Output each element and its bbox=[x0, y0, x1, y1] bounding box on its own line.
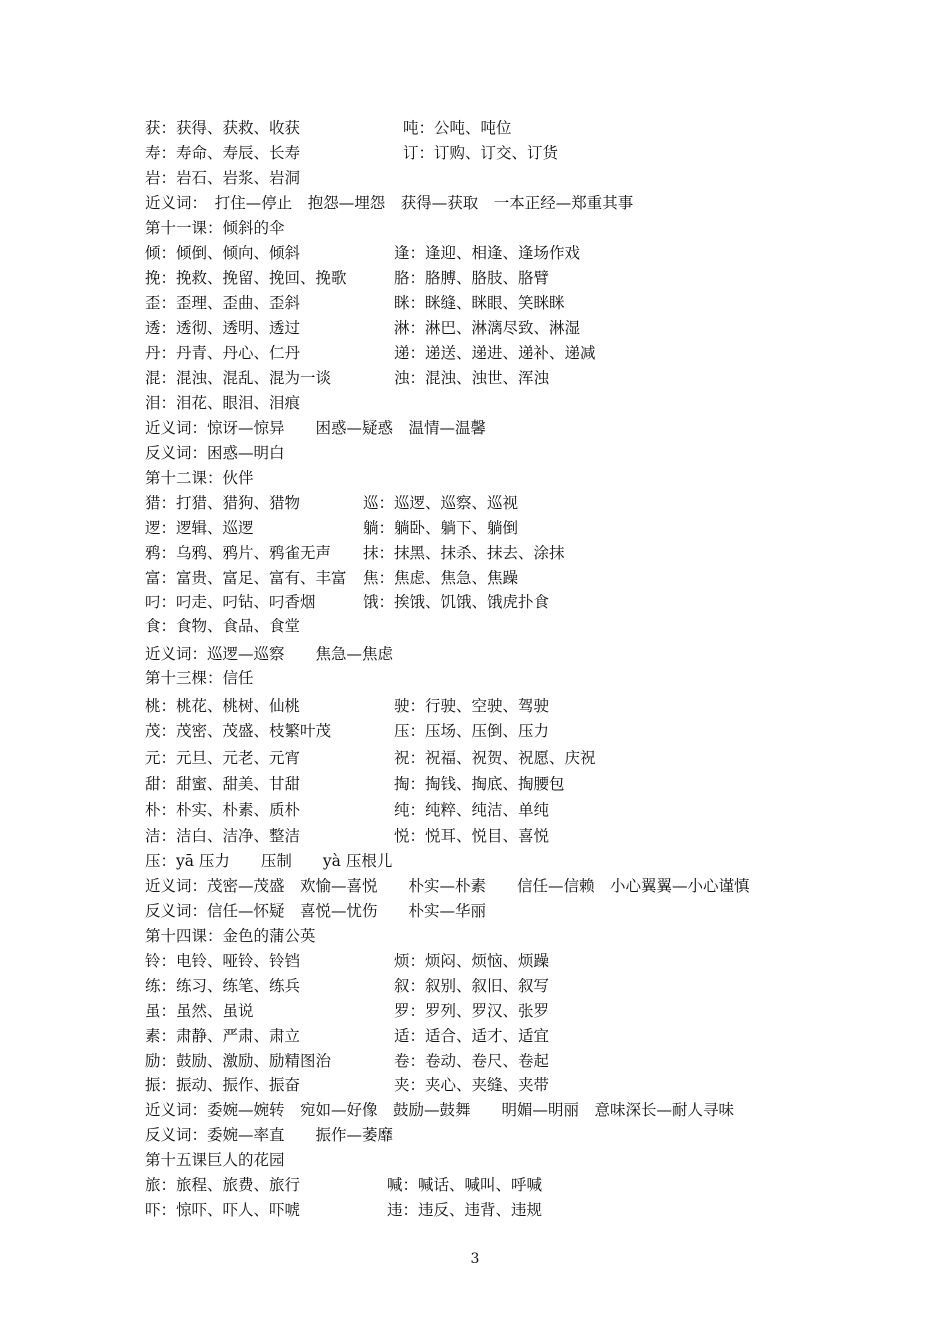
line-right-text: 订：订购、订交、订货 bbox=[403, 144, 559, 162]
line-right-text: 眯：眯缝、眯眼、笑眯眯 bbox=[394, 294, 565, 312]
line-left-text: 近义词： 打住—停止 抱怨—埋怨 获得—获取 一本正经—郑重其事 bbox=[145, 194, 634, 212]
line-left-text: 叼：叼走、叼钻、叼香烟 bbox=[145, 593, 316, 611]
line-left-text: 鸦：乌鸦、鸦片、鸦雀无声 bbox=[145, 544, 332, 562]
line-left-text: 茂：茂密、茂盛、枝繁叶茂 bbox=[145, 722, 332, 740]
line-right-text: 夹：夹心、夹缝、夹带 bbox=[394, 1076, 550, 1094]
line-right-text: 胳：胳膊、胳肢、胳臂 bbox=[394, 269, 550, 287]
line-left-text: 歪：歪理、歪曲、歪斜 bbox=[145, 294, 301, 312]
line-left-text: 透：透彻、透明、透过 bbox=[145, 319, 301, 337]
line-left-text: 反义词：困惑—明白 bbox=[145, 444, 285, 462]
line-left-text: 丹：丹青、丹心、仁丹 bbox=[145, 344, 301, 362]
line-left-text: 第十二课：伙伴 bbox=[145, 469, 254, 487]
line-left-text: 混：混浊、混乱、混为一谈 bbox=[145, 369, 332, 387]
line-right-text: 逢：逢迎、相逢、逢场作戏 bbox=[394, 244, 581, 262]
line-left-text: 挽：挽救、挽留、挽回、挽歌 bbox=[145, 269, 347, 287]
line-left-text: 洁：洁白、洁净、整洁 bbox=[145, 827, 301, 845]
line-left-text: 第十一课：倾斜的伞 bbox=[145, 219, 285, 237]
line-left-text: 逻：逻辑、巡逻 bbox=[145, 519, 254, 537]
line-right-text: 叙：叙别、叙旧、叙写 bbox=[394, 977, 550, 995]
line-left-text: 铃：电铃、哑铃、铃铛 bbox=[145, 952, 301, 970]
line-right-text: 递：递送、递进、递补、递减 bbox=[394, 344, 596, 362]
line-left-text: 旅：旅程、旅费、旅行 bbox=[145, 1176, 301, 1194]
line-left-text: 吓：惊吓、吓人、吓唬 bbox=[145, 1201, 301, 1219]
line-left-text: 食：食物、食品、食堂 bbox=[145, 617, 301, 635]
line-right-text: 适：适合、适才、适宜 bbox=[394, 1027, 550, 1045]
line-left-text: 甜：甜蜜、甜美、甘甜 bbox=[145, 775, 301, 793]
line-left-text: 练：练习、练笔、练兵 bbox=[145, 977, 301, 995]
line-left-text: 素：肃静、严肃、肃立 bbox=[145, 1027, 301, 1045]
line-left-text: 第十四课：金色的蒲公英 bbox=[145, 927, 316, 945]
line-left-text: 反义词：信任—怀疑 喜悦—忧伤 朴实—华丽 bbox=[145, 902, 487, 920]
line-left-text: 反义词：委婉—率直 振作—萎靡 bbox=[145, 1126, 394, 1144]
line-right-text: 躺：躺卧、躺下、躺倒 bbox=[363, 519, 519, 537]
line-right-text: 烦：烦闷、烦恼、烦躁 bbox=[394, 952, 550, 970]
line-left-text: 富：富贵、富足、富有、丰富 bbox=[145, 569, 347, 587]
line-left-text: 振：振动、振作、振奋 bbox=[145, 1076, 301, 1094]
page-number: 3 bbox=[470, 1251, 480, 1267]
line-right-text: 压：压场、压倒、压力 bbox=[394, 722, 550, 740]
line-left-text: 倾：倾倒、倾向、倾斜 bbox=[145, 244, 301, 262]
line-left-text: 第十五课巨人的花园 bbox=[145, 1151, 285, 1169]
line-left-text: 近义词：惊讶—惊异 困惑—疑惑 温情—温馨 bbox=[145, 419, 487, 437]
line-right-text: 饿：挨饿、饥饿、饿虎扑食 bbox=[363, 593, 550, 611]
line-left-text: 寿：寿命、寿辰、长寿 bbox=[145, 144, 301, 162]
line-right-text: 浊：混浊、浊世、浑浊 bbox=[394, 369, 550, 387]
line-left-text: 近义词：委婉—婉转 宛如—好像 鼓励—鼓舞 明媚—明丽 意味深长—耐人寻味 bbox=[145, 1101, 735, 1119]
line-left-text: 朴：朴实、朴素、质朴 bbox=[145, 801, 301, 819]
line-right-text: 巡：巡逻、巡察、巡视 bbox=[363, 494, 519, 512]
line-right-text: 祝：祝福、祝贺、祝愿、庆祝 bbox=[394, 749, 596, 767]
line-left-text: 岩：岩石、岩浆、岩洞 bbox=[145, 169, 301, 187]
line-left-text: 励：鼓励、激励、励精图治 bbox=[145, 1052, 332, 1070]
line-right-text: 淋：淋巴、淋漓尽致、淋湿 bbox=[394, 319, 581, 337]
line-left-text: 第十三棵：信任 bbox=[145, 669, 254, 687]
line-left-text: 猎：打猎、猎狗、猎物 bbox=[145, 494, 301, 512]
line-right-text: 悦：悦耳、悦目、喜悦 bbox=[394, 827, 550, 845]
line-left-text: 压：yā 压力 压制 yà 压根儿 bbox=[145, 852, 393, 870]
line-right-text: 卷：卷动、卷尺、卷起 bbox=[394, 1052, 550, 1070]
line-right-text: 焦：焦虑、焦急、焦躁 bbox=[363, 569, 519, 587]
line-left-text: 元：元旦、元老、元宵 bbox=[145, 749, 301, 767]
line-right-text: 纯：纯粹、纯洁、单纯 bbox=[394, 801, 550, 819]
line-left-text: 虽：虽然、虽说 bbox=[145, 1002, 254, 1020]
line-right-text: 罗：罗列、罗汉、张罗 bbox=[394, 1002, 550, 1020]
line-right-text: 吨：公吨、吨位 bbox=[403, 119, 512, 137]
line-right-text: 掏：掏钱、掏底、掏腰包 bbox=[394, 775, 565, 793]
line-right-text: 违：违反、违背、违规 bbox=[387, 1201, 543, 1219]
line-left-text: 泪：泪花、眼泪、泪痕 bbox=[145, 394, 301, 412]
line-right-text: 驶：行驶、空驶、驾驶 bbox=[394, 697, 550, 715]
line-left-text: 获：获得、获救、收获 bbox=[145, 119, 301, 137]
line-left-text: 近义词：巡逻—巡察 焦急—焦虑 bbox=[145, 645, 394, 663]
line-left-text: 桃：桃花、桃树、仙桃 bbox=[145, 697, 301, 715]
line-right-text: 抹：抹黑、抹杀、抹去、涂抹 bbox=[363, 544, 565, 562]
line-right-text: 喊：喊话、喊叫、呼喊 bbox=[387, 1176, 543, 1194]
line-left-text: 近义词：茂密—茂盛 欢愉—喜悦 朴实—朴素 信任—信赖 小心翼翼—小心谨慎 bbox=[145, 877, 750, 895]
